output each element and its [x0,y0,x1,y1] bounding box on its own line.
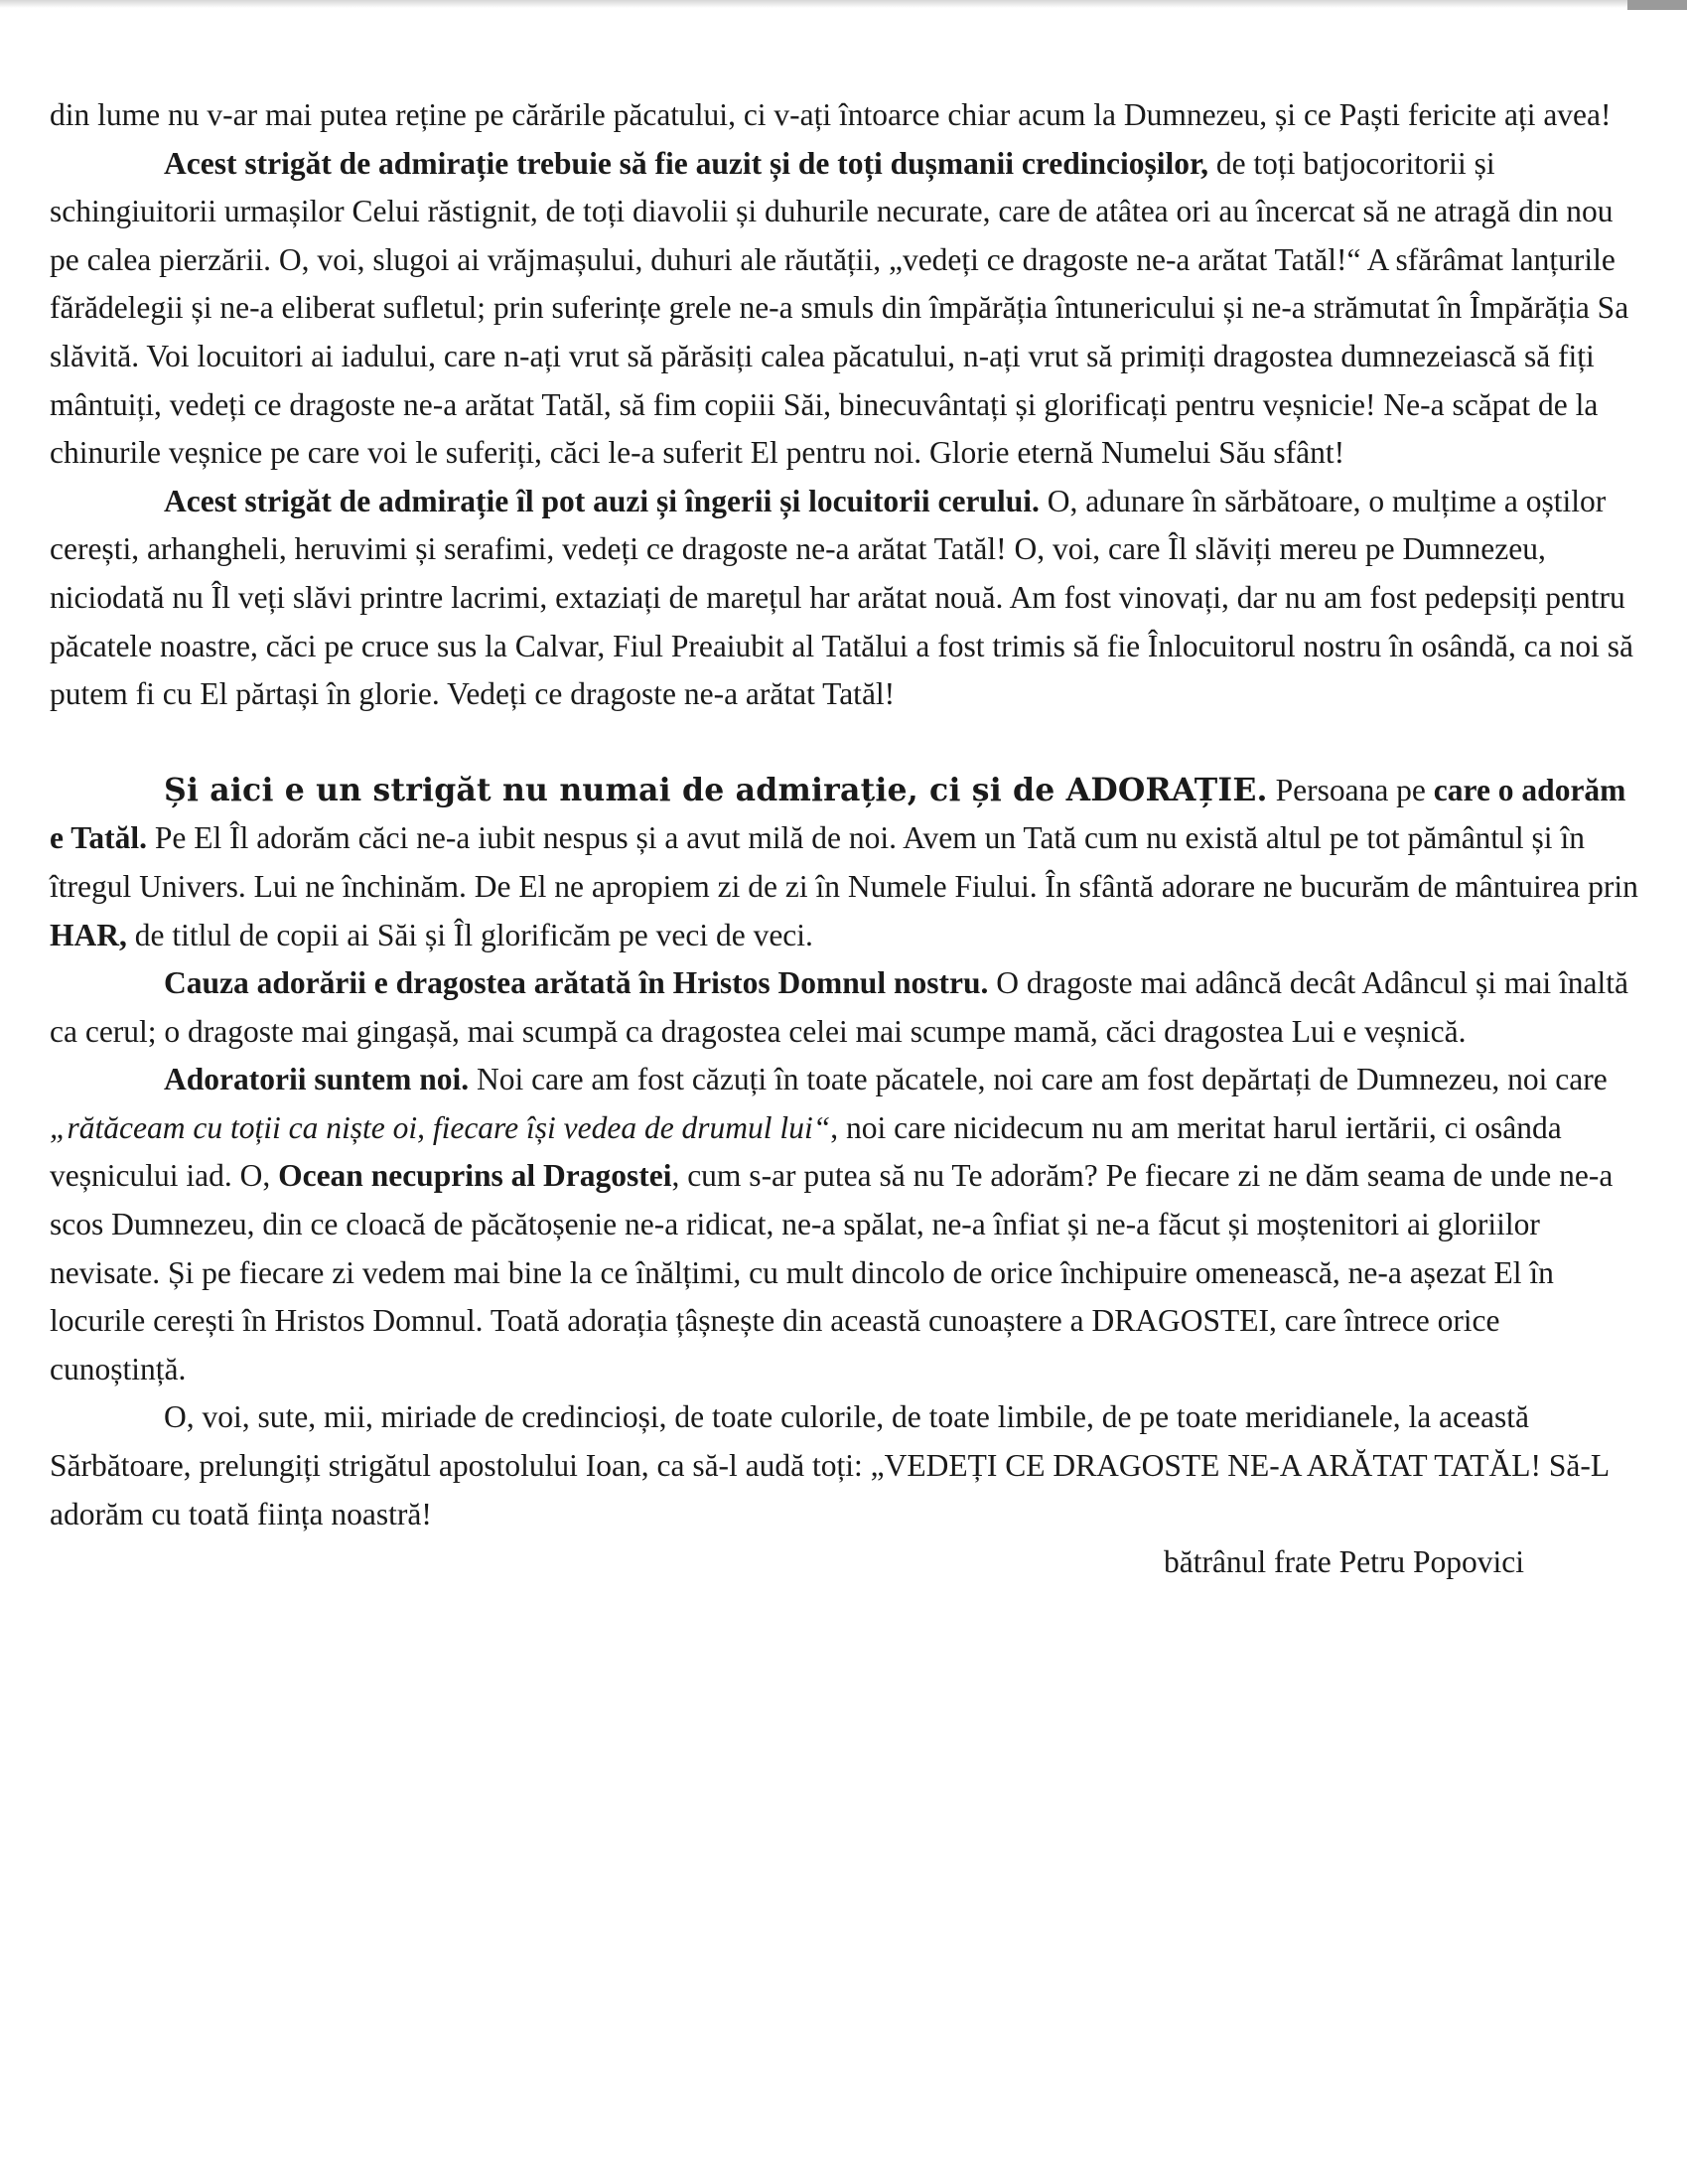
paragraph-adoration [50,767,1638,959]
paragraph-text: O dragoste mai adâncă decât Adâncul și mai înaltă ca cerul; o dragoste mai gingașă, mai scumpă ca dragostea celei mai scumpe mamă, căci dragostea Lui e veșnică. [50,965,1628,1049]
paragraph-closing [50,1393,1638,1538]
paragraph-text: , cum s-ar putea să nu Te adorăm? Pe fiecare zi ne dăm seama de unde ne-a scos Dumnezeu, din ce cloacă de păcătoșenie ne-a ridicat, ne-a spălat, ne-a înfiat și ne-a făcut și moștenitori ai gloriilor nevisate. Și pe fiecare zi vedem mai bine la ce înălțimi, cu mult dincolo de orice închipuire omenească, ne-a așezat El în locurile cerești în Hristos Domnul. Toată adorația țâșnește din această cunoaștere a DRAGOSTEI, care întrece orice cunoștință. [50,1158,1614,1386]
paragraph-adorers [50,1056,1638,1393]
paragraph-text: O, voi, sute, mii, miriade de credincioși, de toate culorile, de toate limbile, de pe toate meridianele, la această Sărbătoare, prelungiți strigătul apostolului Ioan, ca să-l audă toți: „VEDEȚI CE DRAGOSTE NE-A ARĂTAT TATĂL! Să-L adorăm cu toată ființa noastră! [50,1399,1609,1531]
bold-lead: Acest strigăt de admirație trebuie să fie auzit și de toți dușmanii credincioșilor, [164,145,1208,181]
paragraph-text: O, adunare în sărbătoare, o mulțime a oștilor cerești, arhangheli, heruvimi și serafimi, vedeți ce dragoste ne-a arătat Tatăl! O, voi, care Îl slăviți mereu pe Dumnezeu, niciodată nu Îl veți slăvi printre lacrimi, extaziați de marețul har arătat nouă. Am fost vinovați, dar nu am fost pedepsiți pentru păcatele noastre, căci pe cruce sus la Calvar, Fiul Preaiubit al Tatălui a fost trimis să fie Înlocuitorul nostru în osândă, ca noi să putem fi cu El părtași în glorie. Vedeți ce dragoste ne-a arătat Tatăl! [50,483,1633,712]
paragraph-text: Pe El Îl adorăm căci ne-a iubit nespus și a avut milă de noi. Avem un Tată cum nu există altul pe tot pământul și în îtregul Univers. Lui ne închinăm. De El ne apropiem zi de zi în Numele Fiului. În sfântă adorare ne bucurăm de mântuirea prin [50,820,1638,904]
italic-quote: „rătăceam cu toții ca niște oi, fiecare își vedea de drumul lui“ [50,1109,831,1145]
bold-phrase: care o adorăm e Tatăl. [50,772,1626,856]
paragraph-continuation [50,91,1638,140]
section-heading: Și aici e un strigăt nu numai de admirație, ci și de ADORAȚIE. [164,771,1268,808]
paragraph-enemies [50,140,1638,478]
paragraph-cause [50,959,1638,1056]
bold-lead: Acest strigăt de admirație îl pot auzi și îngerii și locuitorii cerului. [164,483,1040,518]
bold-phrase: Ocean necuprins al Dragostei [278,1158,672,1194]
bold-lead: Cauza adorării e dragostea arătată în Hristos Domnul nostru. [164,965,989,1001]
bold-phrase: HAR, [50,917,127,952]
paragraph-text: Persoana pe [1267,772,1434,807]
document-page [50,91,1638,1587]
scan-corner-mark [1627,0,1687,10]
paragraph-text: de toți batjocoritorii și schingiuitorii urmașilor Celui răstignit, de toți diavolii și duhurile necurate, care de atâtea ori au încercat să ne atragă din nou pe calea pierzării. O, voi, slugoi ai vrăjmașului, duhuri ale răutății, „vedeți ce dragoste ne-a arătat Tatăl!“ A sfărâmat lanțurile fărădelegii și ne-a eliberat sufletul; prin suferințe grele ne-a smuls din împărăția întunericului și ne-a strămutat în Împărăția Sa slăvită. Voi locuitori ai iadului, care n-ați vrut să părăsiți calea păcatului, n-ați vrut să primiți dragostea dumnezeiască să fiți mântuiți, vedeți ce dragoste ne-a arătat Tatăl, să fim copiii Săi, binecuvântați și glorificați pentru veșnicie! Ne-a scăpat de la chinurile veșnice pe care voi le suferiți, căci le-a suferit El pentru noi. Glorie eternă Numelui Său sfânt! [50,145,1629,471]
author-signature: bătrânul frate Petru Popovici [1163,1544,1524,1580]
paragraph-text: , noi care nicidecum nu am meritat harul iertării, ci osânda veșnicului iad. O, [50,1109,1562,1194]
bold-lead: Adoratorii suntem noi. [164,1062,470,1097]
paragraph-text: de titlul de copii ai Săi și Îl glorificăm pe veci de veci. [126,917,813,952]
paragraph-text: Noi care am fost căzuți în toate păcatele, noi care am fost depărtați de Dumnezeu, noi care [469,1062,1608,1097]
paragraph-angels [50,478,1638,719]
section-gap [50,719,1638,767]
scan-top-edge [0,0,1687,8]
paragraph-text: din lume nu v-ar mai putea reține pe cărările păcatului, ci v-ați întoarce chiar acum la Dumnezeu, și ce Paști fericite ați avea! [50,97,1612,132]
